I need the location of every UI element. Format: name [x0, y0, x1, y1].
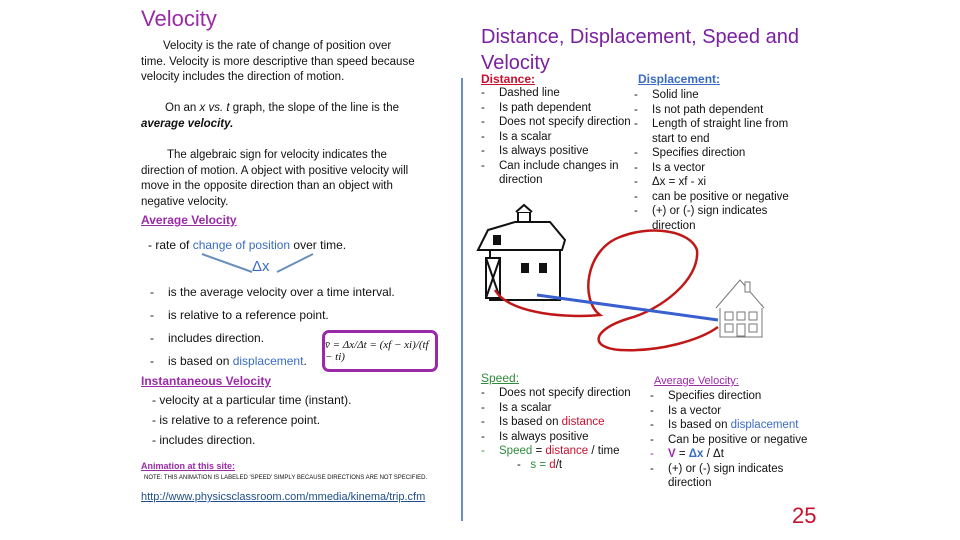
text: graph, the slope of the line is the	[229, 102, 399, 114]
slope-paragraph	[141, 101, 416, 132]
displacement-heading: Displacement:	[638, 72, 721, 86]
text: =	[532, 445, 546, 457]
text: =	[675, 448, 689, 460]
text: On an	[165, 102, 200, 114]
path-illustration	[470, 200, 770, 360]
distance-list	[481, 86, 631, 188]
list-item: - can be positive or negative	[634, 190, 794, 205]
list-item: - Is a scalar	[481, 401, 641, 416]
list-item: - Is a vector	[634, 161, 794, 176]
speed-formula: - s = d/t	[517, 459, 563, 471]
list-item: - Dashed line	[481, 86, 631, 101]
text: x vs. t	[199, 102, 230, 114]
list-item: - Length of straight line from start to end	[634, 117, 794, 146]
formula-box	[322, 330, 438, 372]
text: - rate of	[148, 238, 193, 252]
list-item: - Does not specify direction	[481, 115, 631, 130]
text: V	[668, 448, 676, 460]
list-item: - includes direction.	[152, 433, 256, 447]
house-icon	[716, 280, 764, 337]
distance-heading: Distance:	[481, 72, 536, 86]
text: change of position	[192, 238, 291, 252]
average-velocity-box-list	[650, 389, 810, 491]
animation-label: Animation at this site:	[141, 461, 236, 471]
instantaneous-velocity-heading: Instantaneous Velocity	[141, 374, 272, 388]
list-item	[650, 447, 810, 462]
list-item: - Can include changes in direction	[481, 159, 631, 188]
list-item: - Specifies direction	[650, 389, 810, 404]
list-item: - includes direction.	[150, 327, 450, 350]
list-item	[481, 444, 641, 459]
list-item: - Is a scalar	[481, 130, 631, 145]
text: average velocity.	[141, 117, 234, 130]
text: /t	[555, 459, 563, 471]
divider	[461, 78, 463, 521]
text: Is based on	[668, 419, 731, 431]
speed-list	[481, 386, 641, 459]
list-item: - Does not specify direction	[481, 386, 641, 401]
text: s =	[530, 459, 550, 471]
text: Is based on	[499, 416, 562, 428]
list-item: - Δx = xf - xi	[634, 175, 794, 190]
list-item: - Is a vector	[650, 404, 810, 419]
note: NOTE: THIS ANIMATION IS LABELED 'SPEED' SIMPLY BECAUSE DIRECTIONS ARE NOT SPECIFIED.	[144, 475, 428, 481]
velocity-title: Velocity	[141, 6, 217, 31]
physicsclassroom-link[interactable]: http://www.physicsclassroom.com/mmedia/kinema/trip.cfm	[141, 491, 426, 503]
text: is based on	[168, 354, 233, 368]
text: .	[303, 354, 307, 368]
text: over time.	[290, 238, 347, 252]
list-item: - is relative to a reference point.	[150, 304, 450, 327]
list-item	[650, 418, 810, 433]
barn-icon	[478, 205, 565, 300]
velocity-definition: Velocity is the rate of change of position over time. Velocity is more descriptive than speed because velocity includes the direction of motion.	[141, 40, 415, 83]
speed-heading: Speed:	[481, 371, 520, 385]
list-item: - is the average velocity over a time interval.	[150, 281, 450, 304]
text: distance	[561, 416, 605, 428]
list-item: - Is path dependent	[481, 101, 631, 116]
list-item: - Specifies direction	[634, 146, 794, 161]
instantaneous-list	[152, 390, 351, 450]
text: displacement	[730, 419, 799, 431]
page-number: 25	[792, 503, 817, 528]
list-item: - Can be positive or negative	[650, 433, 810, 448]
average-velocity-heading: Average Velocity	[141, 213, 237, 227]
list-item: - Solid line	[634, 88, 794, 103]
text: d	[549, 459, 556, 471]
sign-paragraph: The algebraic sign for velocity indicates the direction of motion. A object with positive velocity will move in the opposite direction than an object with negative velocity.	[141, 149, 409, 208]
delta-x: Δx	[252, 258, 270, 275]
text: displacement	[232, 354, 304, 368]
text: Speed	[499, 445, 533, 457]
list-item: - Is always positive	[481, 430, 641, 445]
list-item: - (+) or (-) sign indicates direction	[634, 204, 794, 233]
list-item: - Is not path dependent	[634, 103, 794, 118]
text: Δx	[688, 448, 704, 460]
text: / Δt	[703, 448, 724, 460]
formula: v̄ = Δx/Δt = (xf − xi)/(tf − ti)	[325, 339, 429, 363]
list-item: - is relative to a reference point.	[152, 413, 321, 427]
text: / time	[588, 445, 620, 457]
list-item: - (+) or (-) sign indicates direction	[650, 462, 810, 491]
list-item: - Is always positive	[481, 144, 631, 159]
text: distance	[545, 445, 589, 457]
list-item: - velocity at a particular time (instant).	[152, 393, 352, 407]
slide-title: Distance, Displacement, Speed and Velocity	[481, 26, 799, 74]
average-velocity-box-heading: Average Velocity:	[654, 375, 739, 387]
list-item	[481, 415, 641, 430]
